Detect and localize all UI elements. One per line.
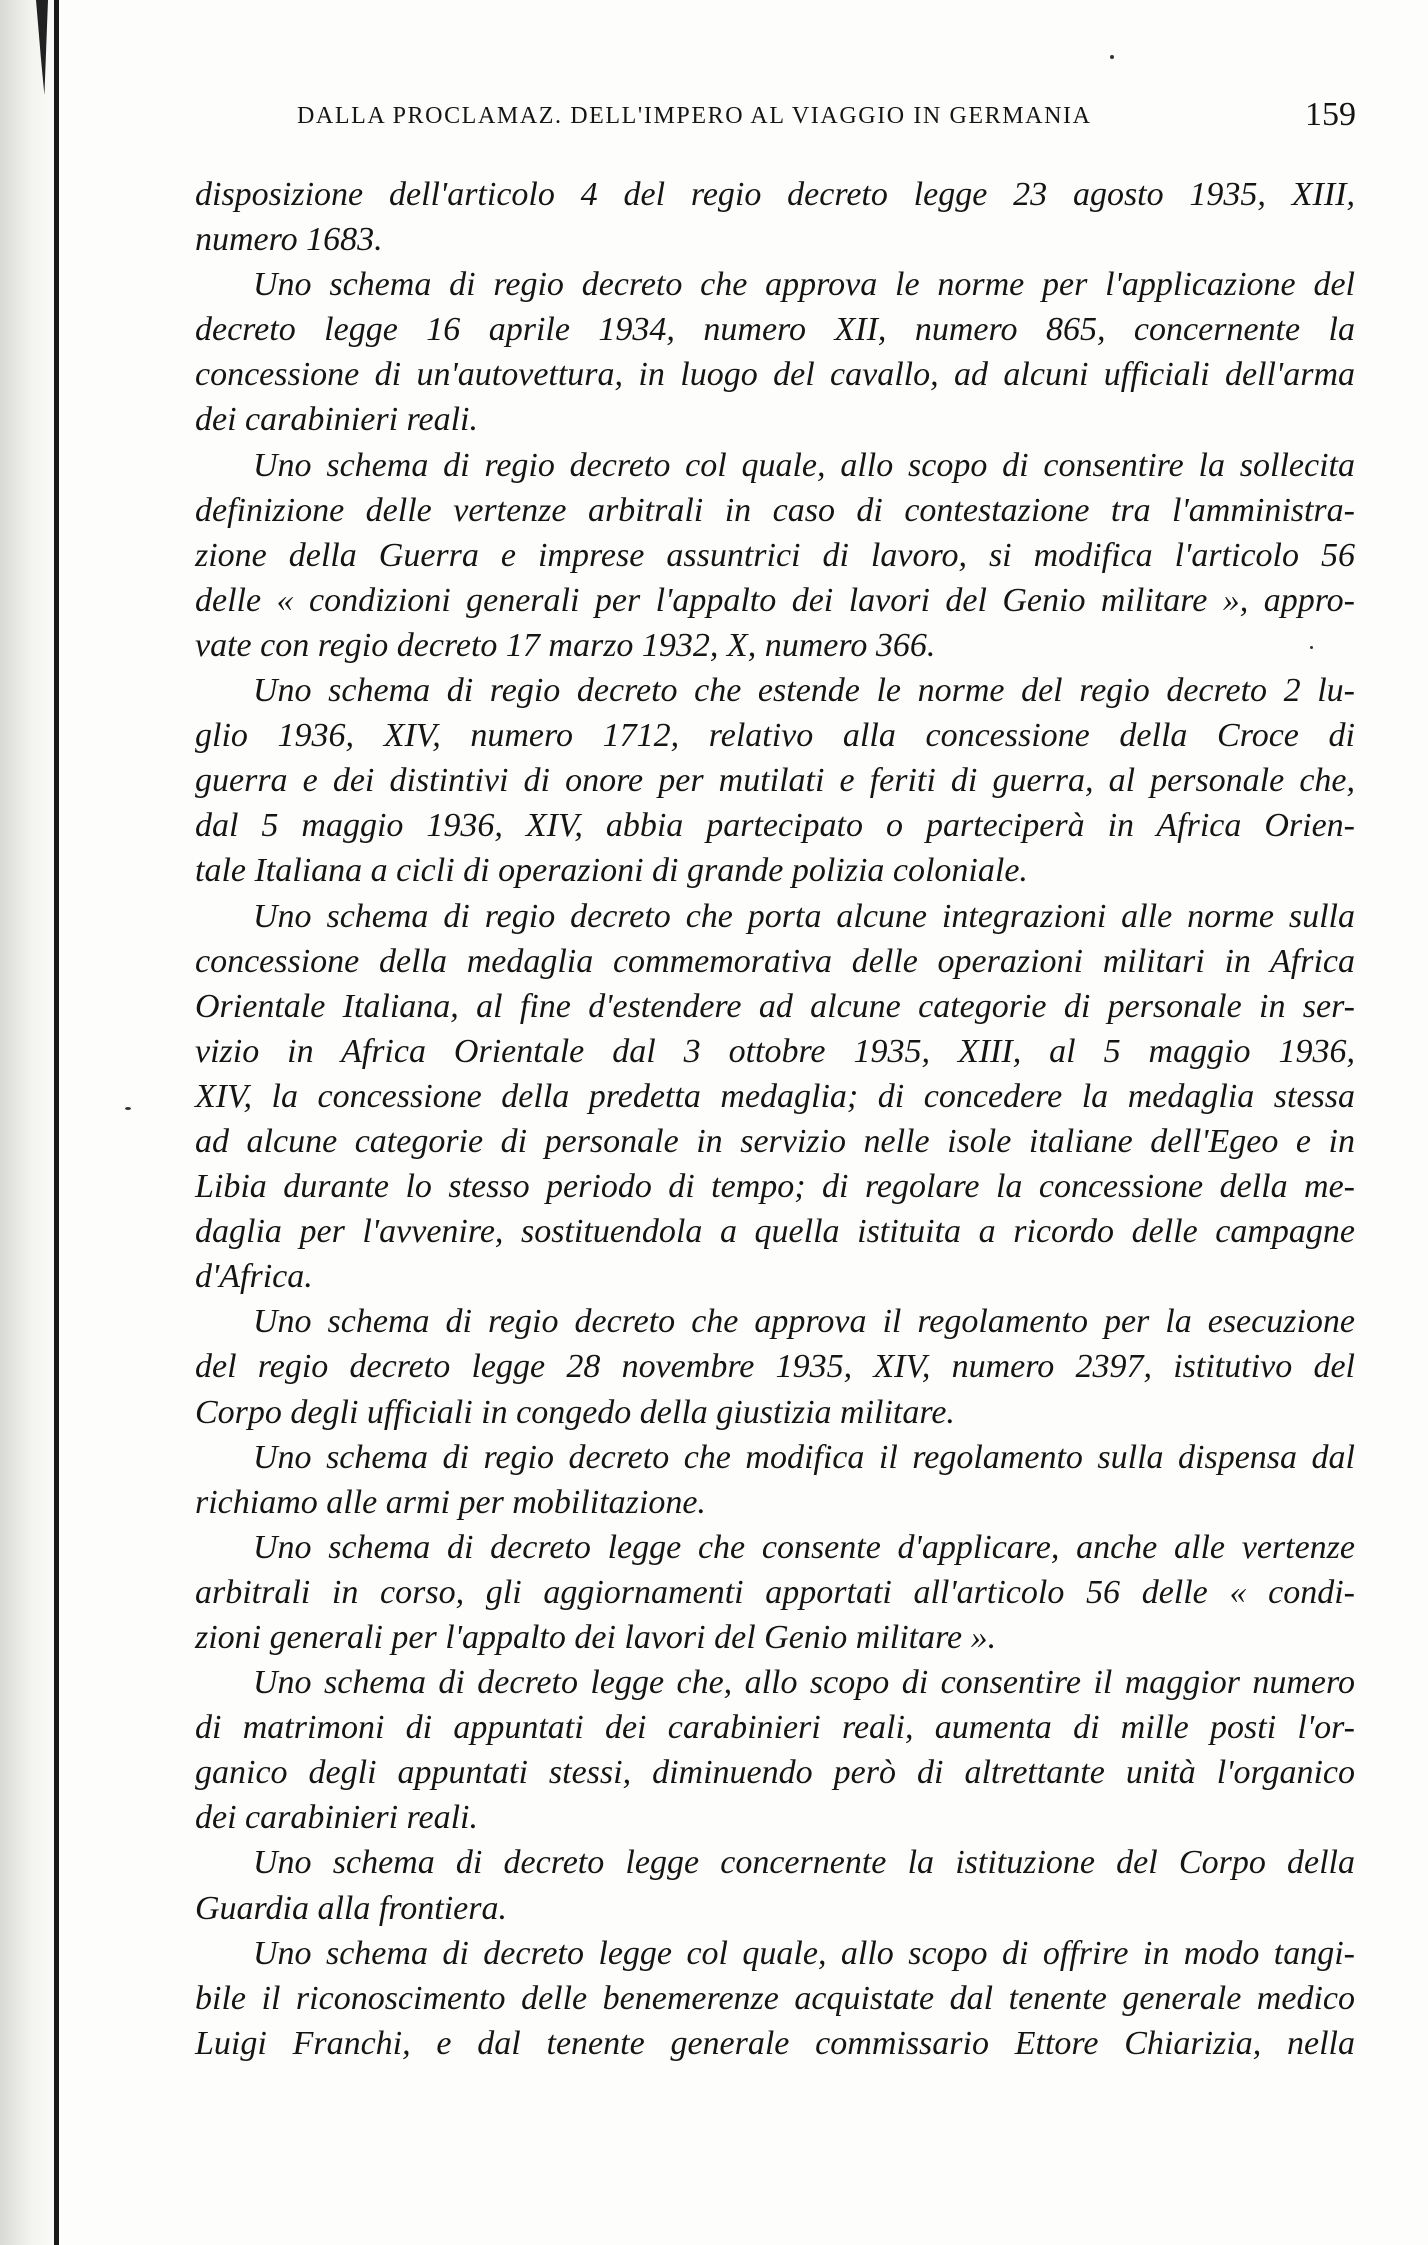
text-line: vizio in Africa Orientale dal 3 ottobre 1935, XIII, al 5 maggio 1936,	[195, 1032, 1355, 1070]
text-line: d'Africa.	[195, 1258, 313, 1296]
text-line: Uno schema di decreto legge concernente la istituzione del Corpo della	[253, 1844, 1355, 1882]
text-line: concessione della medaglia commemorativa delle operazioni militari in Africa	[195, 942, 1355, 980]
text-line: definizione delle vertenze arbitrali in caso di contestazione tra l'amministra-	[195, 491, 1355, 529]
text-line: vate con regio decreto 17 marzo 1932, X, numero 366.	[195, 626, 936, 664]
text-line: Guardia alla frontiera.	[195, 1889, 507, 1927]
text-line: tale Italiana a cicli di operazioni di grande polizia coloniale.	[195, 852, 1028, 890]
print-speck	[125, 1107, 131, 1110]
text-line: Uno schema di regio decreto che modifica il regolamento sulla dispensa dal	[253, 1438, 1355, 1476]
binding-shadow	[0, 0, 60, 2245]
text-line: Uno schema di decreto legge col quale, allo scopo di offrire in modo tangi-	[253, 1934, 1355, 1972]
text-line: daglia per l'avvenire, sostituendola a quella istituita a ricordo delle campagne	[195, 1213, 1355, 1251]
text-line: zioni generali per l'appalto dei lavori del Genio militare ».	[195, 1619, 997, 1656]
text-line: Corpo degli ufficiali in congedo della giustizia militare.	[195, 1393, 955, 1431]
text-line: dei carabinieri reali.	[195, 401, 478, 439]
running-head: DALLA PROCLAMAZ. DELL'IMPERO AL VIAGGIO IN GERMANIA	[297, 103, 1092, 129]
text-line: bile il riconoscimento delle benemerenze acquistate dal tenente generale medico	[195, 1979, 1355, 2017]
text-line: dei carabinieri reali.	[195, 1799, 478, 1837]
text-line: concessione di un'autovettura, in luogo del cavallo, ad alcuni ufficiali dell'arma	[195, 356, 1355, 394]
text-line: Uno schema di regio decreto che approva il regolamento per la esecuzione	[253, 1303, 1355, 1341]
text-line: zione della Guerra e imprese assuntrici di lavoro, si modifica l'articolo 56	[195, 536, 1355, 574]
print-speck	[1110, 55, 1114, 59]
text-line: Uno schema di decreto legge che, allo scopo di consentire il maggior numero	[253, 1664, 1355, 1702]
page-number: 159	[1305, 96, 1356, 133]
text-line: del regio decreto legge 28 novembre 1935, XIV, numero 2397, istitutivo del	[195, 1348, 1355, 1386]
text-line: Uno schema di regio decreto che porta alcune integrazioni alle norme sulla	[253, 897, 1355, 935]
text-line: Uno schema di decreto legge che consente d'applicare, anche alle vertenze	[253, 1528, 1355, 1566]
binding-edge-line	[54, 0, 59, 2245]
text-line: Uno schema di regio decreto col quale, allo scopo di consentire la sollecita	[253, 446, 1355, 484]
text-line: decreto legge 16 aprile 1934, numero XII, numero 865, concernente la	[195, 311, 1355, 349]
print-speck	[1310, 646, 1313, 649]
text-line: di matrimoni di appuntati dei carabinieri reali, aumenta di mille posti l'or-	[195, 1709, 1355, 1747]
text-line: dal 5 maggio 1936, XIV, abbia partecipato o parteciperà in Africa Orien-	[195, 807, 1355, 845]
text-line: ganico degli appuntati stessi, diminuendo però di altrettante unità l'organico	[195, 1754, 1355, 1792]
text-line: arbitrali in corso, gli aggiornamenti apportati all'articolo 56 delle « condi-	[195, 1573, 1355, 1611]
text-line: numero 1683.	[195, 221, 383, 259]
text-line: guerra e dei distintivi di onore per mutilati e feriti di guerra, al personale che,	[195, 762, 1355, 800]
body-text	[195, 172, 1355, 2066]
text-line: Uno schema di regio decreto che approva le norme per l'applicazione del	[253, 266, 1355, 304]
text-line: Luigi Franchi, e dal tenente generale commissario Ettore Chiarizia, nella	[195, 2024, 1355, 2062]
text-line: Orientale Italiana, al fine d'estendere ad alcune categorie di personale in ser-	[195, 987, 1355, 1025]
text-line: glio 1936, XIV, numero 1712, relativo alla concessione della Croce di	[195, 717, 1355, 755]
text-line: Uno schema di regio decreto che estende le norme del regio decreto 2 lu-	[253, 672, 1355, 710]
text-line: richiamo alle armi per mobilitazione.	[195, 1483, 706, 1521]
text-line: XIV, la concessione della predetta medaglia; di concedere la medaglia stessa	[195, 1077, 1355, 1115]
text-line: Libia durante lo stesso periodo di tempo; di regolare la concessione della me-	[195, 1168, 1355, 1206]
text-line: delle « condizioni generali per l'appalto dei lavori del Genio militare », appro-	[195, 581, 1355, 619]
text-line: disposizione dell'articolo 4 del regio decreto legge 23 agosto 1935, XIII,	[195, 176, 1355, 213]
text-line: ad alcune categorie di personale in servizio nelle isole italiane dell'Egeo e in	[195, 1122, 1355, 1160]
